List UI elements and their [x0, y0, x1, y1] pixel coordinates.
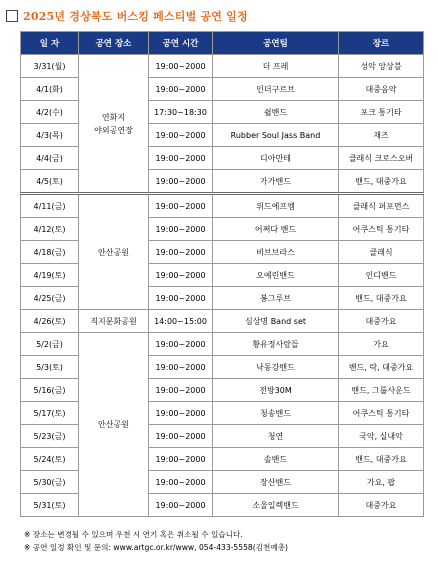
genre-cell: 가요: [339, 333, 424, 356]
note-contact: ※ 공연 일정 확인 및 문의: www.artgc.or.kr/www, 054-433-5558(김천예총): [24, 543, 289, 552]
date-cell: 4/26(토): [21, 310, 79, 333]
date-cell: 4/18(금): [21, 241, 79, 264]
genre-cell: 어쿠스틱 통기타: [339, 402, 424, 425]
team-cell: 디아만테: [213, 147, 339, 170]
time-cell: 17:30~18:30: [149, 101, 213, 124]
team-cell: 심상명 Band set: [213, 310, 339, 333]
header-row: [21, 32, 424, 55]
genre-cell: 재즈: [339, 124, 424, 147]
genre-cell: 국악, 실내악: [339, 425, 424, 448]
team-cell: 오예린밴드: [213, 264, 339, 287]
date-cell: 4/25(금): [21, 287, 79, 310]
schedule-table: [20, 31, 424, 517]
time-cell: 19:00~2000: [149, 494, 213, 517]
date-cell: 4/19(토): [21, 264, 79, 287]
team-cell: 인더구르브: [213, 78, 339, 101]
venue-line: 연화지: [101, 112, 126, 122]
genre-cell: 밴드, 그룹사운드: [339, 379, 424, 402]
table-row: [21, 55, 424, 78]
header-time: 공연 시간: [149, 32, 213, 55]
team-cell: 전방30M: [213, 379, 339, 402]
time-cell: 19:00~2000: [149, 147, 213, 170]
genre-cell: 밴드, 대중가요: [339, 287, 424, 310]
date-cell: 5/30(금): [21, 471, 79, 494]
time-cell: 19:00~2000: [149, 425, 213, 448]
genre-cell: 대중가요: [339, 310, 424, 333]
table-row: [21, 310, 424, 333]
date-cell: 4/2(수): [21, 101, 79, 124]
header-team: 공연팀: [213, 32, 339, 55]
venue-line: 야외공연장: [94, 125, 133, 135]
time-cell: 19:00~2000: [149, 379, 213, 402]
page-title: [6, 7, 248, 25]
date-cell: 5/31(토): [21, 494, 79, 517]
team-cell: 청연: [213, 425, 339, 448]
genre-cell: 포크 통기타: [339, 101, 424, 124]
genre-cell: 어쿠스틱 통기타: [339, 218, 424, 241]
venue-cell: 안산공원: [79, 333, 149, 517]
date-cell: 5/23(금): [21, 425, 79, 448]
table-row: [21, 194, 424, 218]
venue-cell: 안산공원: [79, 194, 149, 310]
genre-cell: 클래식 크로스오버: [339, 147, 424, 170]
header-date: 일 자: [21, 32, 79, 55]
venue-cell: [79, 55, 149, 194]
time-cell: 19:00~2000: [149, 218, 213, 241]
genre-cell: 성악 앙상블: [339, 55, 424, 78]
team-cell: 위드에프엠: [213, 194, 339, 218]
time-cell: 19:00~2000: [149, 78, 213, 101]
date-cell: 5/16(금): [21, 379, 79, 402]
date-cell: 5/24(토): [21, 448, 79, 471]
date-cell: 5/3(토): [21, 356, 79, 379]
team-cell: 어쩌다 밴드: [213, 218, 339, 241]
team-cell: 봉그루브: [213, 287, 339, 310]
time-cell: 19:00~2000: [149, 333, 213, 356]
venue-cell: 직지문화공원: [79, 310, 149, 333]
team-cell: 솔밴드: [213, 448, 339, 471]
team-cell: 장산밴드: [213, 471, 339, 494]
genre-cell: 밴드, 대중가요: [339, 448, 424, 471]
team-cell: 비브브라스: [213, 241, 339, 264]
team-cell: 황유정사람들: [213, 333, 339, 356]
time-cell: 19:00~2000: [149, 356, 213, 379]
team-cell: Rubber Soul Jass Band: [213, 124, 339, 147]
genre-cell: 인디밴드: [339, 264, 424, 287]
time-cell: 19:00~2000: [149, 287, 213, 310]
date-cell: 4/5(토): [21, 170, 79, 194]
time-cell: 19:00~2000: [149, 194, 213, 218]
time-cell: 19:00~2000: [149, 241, 213, 264]
time-cell: 19:00~2000: [149, 402, 213, 425]
footnotes: [24, 528, 288, 554]
date-cell: 5/17(토): [21, 402, 79, 425]
time-cell: 19:00~2000: [149, 264, 213, 287]
team-cell: 낙동강밴드: [213, 356, 339, 379]
time-cell: 19:00~2000: [149, 170, 213, 194]
table-row: [21, 333, 424, 356]
team-cell: 더 프레: [213, 55, 339, 78]
team-cell: 쉴밴드: [213, 101, 339, 124]
time-cell: 19:00~2000: [149, 448, 213, 471]
time-cell: 19:00~2000: [149, 55, 213, 78]
time-cell: 14:00~15:00: [149, 310, 213, 333]
team-cell: 가가밴드: [213, 170, 339, 194]
team-cell: 소울일렉밴드: [213, 494, 339, 517]
date-cell: 5/2(금): [21, 333, 79, 356]
genre-cell: 가요, 팝: [339, 471, 424, 494]
genre-cell: 클래식: [339, 241, 424, 264]
time-cell: 19:00~2000: [149, 471, 213, 494]
date-cell: 4/4(금): [21, 147, 79, 170]
team-cell: 청송밴드: [213, 402, 339, 425]
genre-cell: 대중가요: [339, 494, 424, 517]
header-genre: 장르: [339, 32, 424, 55]
genre-cell: 밴드, 락, 대중가요: [339, 356, 424, 379]
genre-cell: 밴드, 대중가요: [339, 170, 424, 194]
date-cell: 4/12(토): [21, 218, 79, 241]
date-cell: 4/11(금): [21, 194, 79, 218]
checkbox-icon: [6, 10, 18, 22]
note-venue-change: ※ 장소는 변경될 수 있으며 우천 시 연기 혹은 취소될 수 있습니다.: [24, 530, 243, 539]
header-venue: 공연 장소: [79, 32, 149, 55]
title-text: 2025년 경상북도 버스킹 페스티벌 공연 일정: [23, 10, 248, 23]
time-cell: 19:00~2000: [149, 124, 213, 147]
genre-cell: 대중음악: [339, 78, 424, 101]
date-cell: 4/3(목): [21, 124, 79, 147]
date-cell: 3/31(월): [21, 55, 79, 78]
date-cell: 4/1(화): [21, 78, 79, 101]
genre-cell: 클래식 퍼포먼스: [339, 194, 424, 218]
